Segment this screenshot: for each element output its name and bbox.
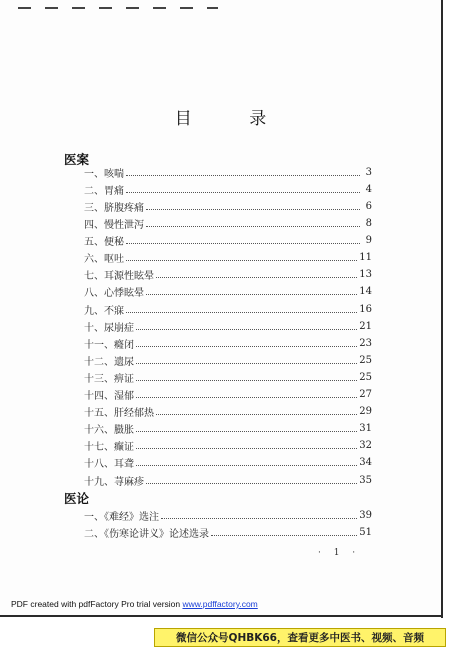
toc-item-page: 21 [359, 320, 372, 332]
toc-leader-dots [126, 311, 357, 313]
toc-item-label: 一、咳喘 [84, 168, 124, 180]
toc-item[interactable] [84, 181, 372, 197]
toc-item-page: 25 [359, 354, 372, 366]
toc-item-page: 14 [359, 285, 372, 297]
toc-leader-dots [136, 362, 357, 364]
toc-item-page: 3 [365, 166, 372, 178]
toc-item[interactable] [84, 454, 372, 470]
toc-item[interactable] [84, 524, 372, 540]
toc-item-label: 四、慢性泄泻 [84, 219, 144, 231]
toc-leader-dots [156, 413, 357, 415]
section-heading-yilun: 医论 [64, 491, 90, 506]
toc-item-label: 十七、癫证 [84, 441, 134, 453]
wechat-promo-banner: 微信公众号QHBK66，查看更多中医书、视频、音频 [154, 628, 446, 647]
toc-item-page: 29 [359, 405, 372, 417]
toc-item-label: 五、便秘 [84, 236, 124, 248]
toc-leader-dots [146, 293, 357, 295]
toc-item-label: 十四、湿郁 [84, 390, 134, 402]
toc-item-label: 十一、癃闭 [84, 339, 134, 351]
toc-leader-dots [136, 328, 357, 330]
top-dashed-rule [18, 7, 218, 9]
toc-leader-dots [126, 242, 360, 244]
toc-item-page: 9 [365, 234, 372, 246]
toc-item[interactable] [84, 301, 372, 317]
toc-item-page: 13 [359, 268, 372, 280]
toc-leader-dots [161, 517, 357, 519]
toc-item[interactable] [84, 215, 372, 231]
toc-leader-dots [126, 259, 357, 261]
toc-item-page: 25 [359, 371, 372, 383]
toc-leader-dots [146, 208, 360, 210]
toc-item-label: 十八、耳聋 [84, 458, 134, 470]
pdffactory-link[interactable]: www.pdffactory.com [182, 599, 258, 609]
toc-item[interactable] [84, 507, 372, 523]
toc-item-label: 十五、肝经郁热 [84, 407, 154, 419]
toc-item[interactable] [84, 232, 372, 248]
toc-item-label: 十九、荨麻疹 [84, 476, 144, 488]
toc-item-label: 十二、遗尿 [84, 356, 134, 368]
toc-item-page: 6 [365, 200, 372, 212]
toc-leader-dots [136, 345, 357, 347]
toc-item[interactable] [84, 403, 372, 419]
toc-item-page: 27 [359, 388, 372, 400]
toc-item-label: 八、心悸眩晕 [84, 287, 144, 299]
toc-leader-dots [136, 447, 357, 449]
toc-item[interactable] [84, 249, 372, 265]
toc-item-page: 8 [365, 217, 372, 229]
toc-leader-dots [156, 276, 357, 278]
toc-item-page: 51 [359, 526, 372, 538]
section-heading-yian: 医案 [64, 152, 90, 167]
toc-item[interactable] [84, 386, 372, 402]
toc-leader-dots [136, 430, 357, 432]
toc-item-label: 七、耳源性眩晕 [84, 270, 154, 282]
toc-item[interactable] [84, 420, 372, 436]
toc-leader-dots [136, 379, 357, 381]
pdf-note-text: PDF created with pdfFactory Pro trial version [11, 599, 183, 609]
toc-item-label: 三、脐腹疼痛 [84, 202, 144, 214]
toc-item-page: 11 [359, 251, 372, 263]
toc-item[interactable] [84, 198, 372, 214]
toc-leader-dots [211, 534, 357, 536]
page-bottom-border [0, 615, 443, 617]
toc-item[interactable] [84, 266, 372, 282]
toc-item[interactable] [84, 164, 372, 180]
toc-leader-dots [126, 191, 360, 193]
toc-item-label: 六、呕吐 [84, 253, 124, 265]
toc-item-page: 35 [359, 474, 372, 486]
toc-item[interactable] [84, 437, 372, 453]
toc-item-page: 32 [359, 439, 372, 451]
toc-leader-dots [146, 225, 360, 227]
toc-item[interactable] [84, 335, 372, 351]
toc-item[interactable] [84, 283, 372, 299]
toc-item[interactable] [84, 352, 372, 368]
toc-item-page: 4 [365, 183, 372, 195]
toc-item[interactable] [84, 472, 372, 488]
page-right-border [441, 0, 443, 618]
toc-item[interactable] [84, 369, 372, 385]
toc-leader-dots [136, 464, 357, 466]
toc-item-page: 34 [359, 456, 372, 468]
toc-item-label: 二、胃痛 [84, 185, 124, 197]
toc-item-page: 39 [359, 509, 372, 521]
page-title: 目 录 [174, 109, 293, 129]
toc-item-label: 九、不寐 [84, 305, 124, 317]
pdf-creator-note [11, 599, 258, 609]
toc-leader-dots [136, 396, 357, 398]
toc-item-label: 十三、痹证 [84, 373, 134, 385]
toc-item-label: 十六、臌胀 [84, 424, 134, 436]
toc-item-label: 十、尿崩症 [84, 322, 134, 334]
toc-item-page: 31 [359, 422, 372, 434]
page-number-mark: · 1 · [318, 548, 361, 558]
toc-item-page: 16 [359, 303, 372, 315]
toc-item-page: 23 [359, 337, 372, 349]
toc-item[interactable] [84, 318, 372, 334]
toc-leader-dots [126, 174, 360, 176]
toc-item-label: 一、《难经》选注 [84, 511, 159, 523]
toc-item-label: 二、《伤寒论讲义》论述选录 [84, 528, 209, 540]
toc-leader-dots [146, 482, 357, 484]
